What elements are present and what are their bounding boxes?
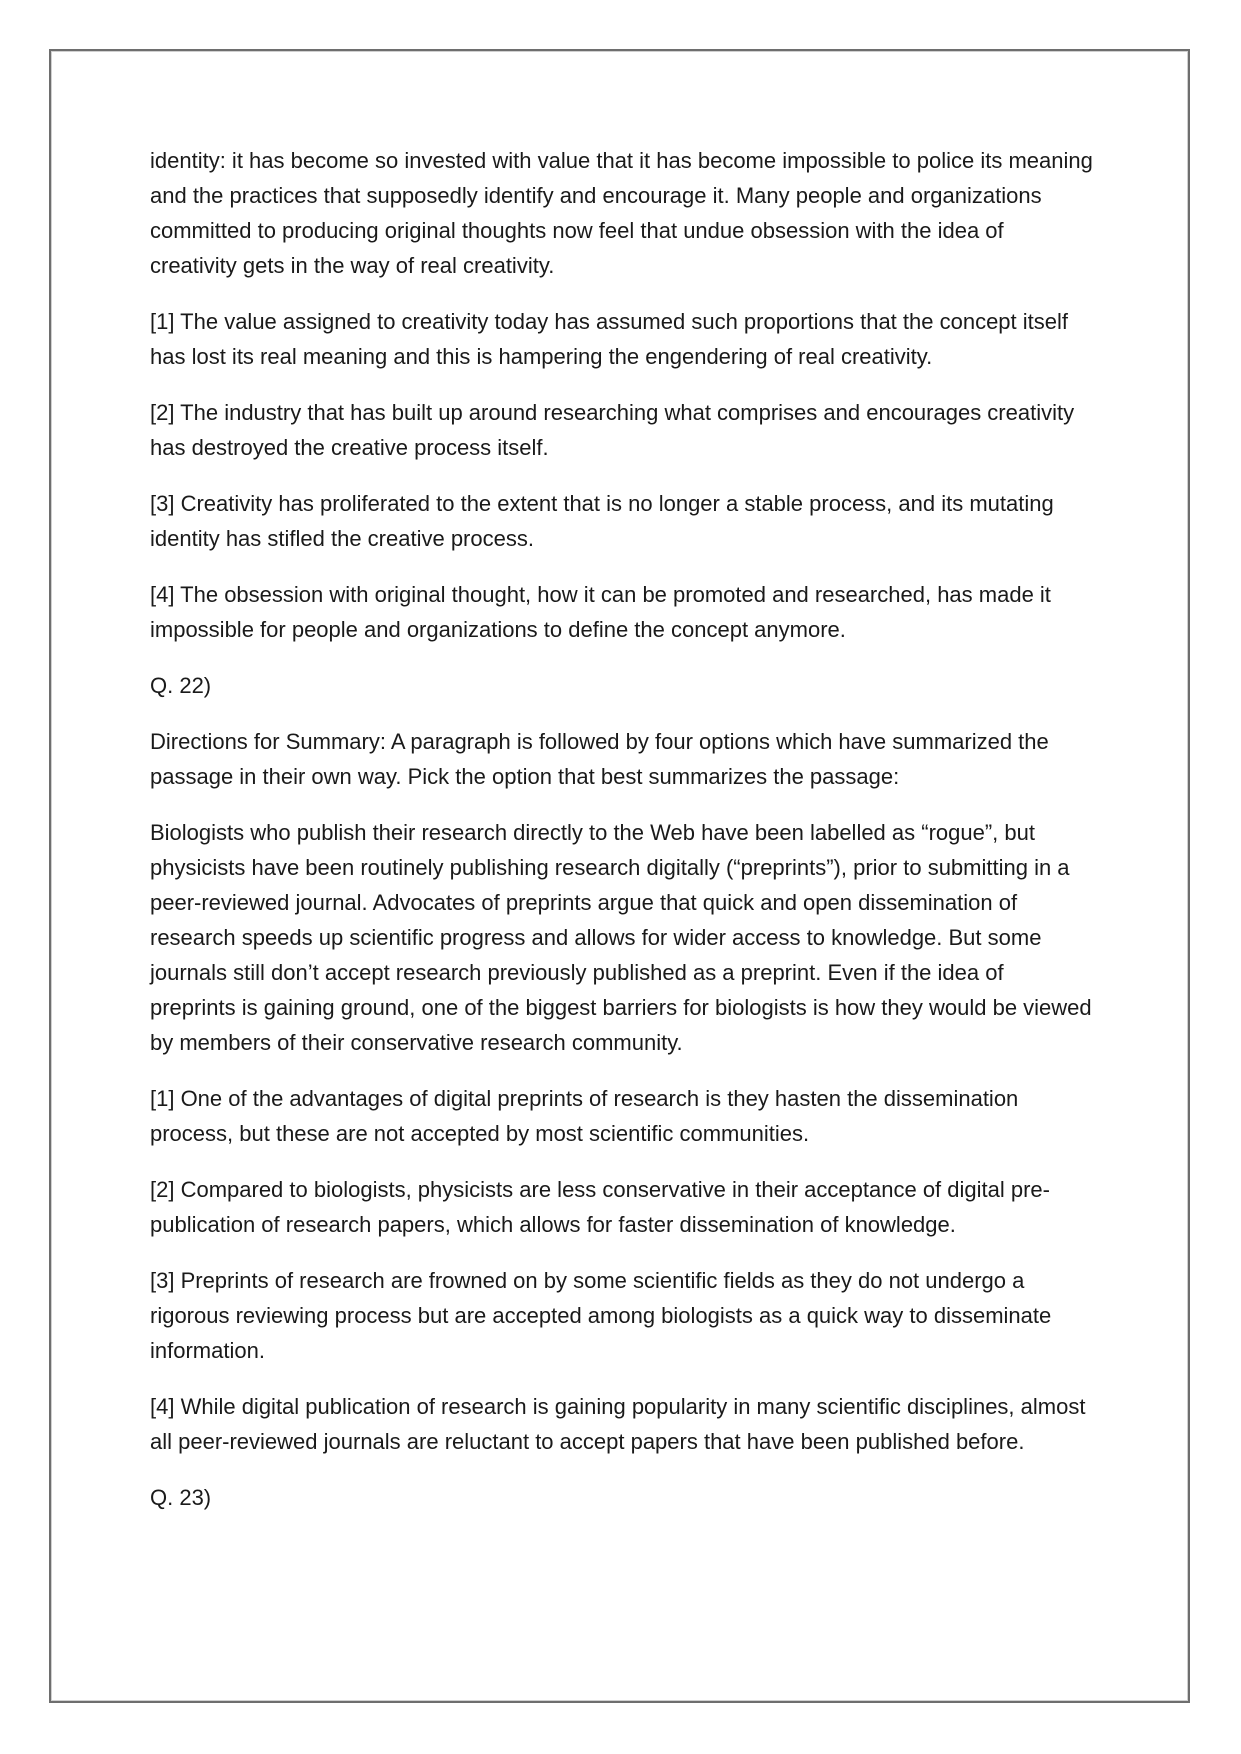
q21-option-2: [2] The industry that has built up around researching what comprises and encourages creativity has destroyed the creative process itself.	[150, 400, 1075, 460]
q21-option-3: [3] Creativity has proliferated to the extent that is no longer a stable process, and its mutating identity has stifled the creative process.	[150, 491, 1054, 551]
q22-passage: Biologists who publish their research directly to the Web have been labelled as “rogue”, but physicists have been routinely publishing research digitally (“preprints”), prior to submitting in a peer-reviewed journal. Advocates of preprints argue that quick and open dissemination of research speeds up scientific progress and allows for wider access to knowledge. But some journals still don’t accept research previously published as a preprint. Even if the idea of preprints is gaining ground, one of the biggest barriers for biologists is how they would be viewed by members of their conservative research community.	[150, 820, 1092, 1055]
question-number-23: Q. 23)	[150, 1485, 212, 1510]
q21-option-4: [4] The obsession with original thought, how it can be promoted and researched, has made it impossible for people and organizations to define the concept anymore.	[150, 582, 1051, 642]
q22-directions: Directions for Summary: A paragraph is followed by four options which have summarized the passage in their own way. Pick the option that best summarizes the passage:	[150, 729, 1049, 789]
q22-option-2: [2] Compared to biologists, physicists are less conservative in their acceptance of digital pre-publication of research papers, which allows for faster dissemination of knowledge.	[150, 1177, 1050, 1237]
q22-option-4: [4] While digital publication of research is gaining popularity in many scientific disciplines, almost all peer-reviewed journals are reluctant to accept papers that have been published before.	[150, 1394, 1086, 1454]
q22-option-3: [3] Preprints of research are frowned on by some scientific fields as they do not undergo a rigorous reviewing process but are accepted among biologists as a quick way to disseminate information.	[150, 1268, 1052, 1363]
passage-continuation: identity: it has become so invested with value that it has become impossible to police its meaning and the practices that supposedly identify and encourage it. Many people and organizations committed to producing original thoughts now feel that undue obsession with the idea of creativity gets in the way of real creativity.	[150, 148, 1093, 278]
q21-option-1: [1] The value assigned to creativity today has assumed such proportions that the concept itself has lost its real meaning and this is hampering the engendering of real creativity.	[150, 309, 1069, 369]
q22-option-1: [1] One of the advantages of digital preprints of research is they hasten the dissemination process, but these are not accepted by most scientific communities.	[150, 1086, 1019, 1146]
document-body	[150, 143, 1094, 1536]
question-number-22: Q. 22)	[150, 673, 212, 698]
